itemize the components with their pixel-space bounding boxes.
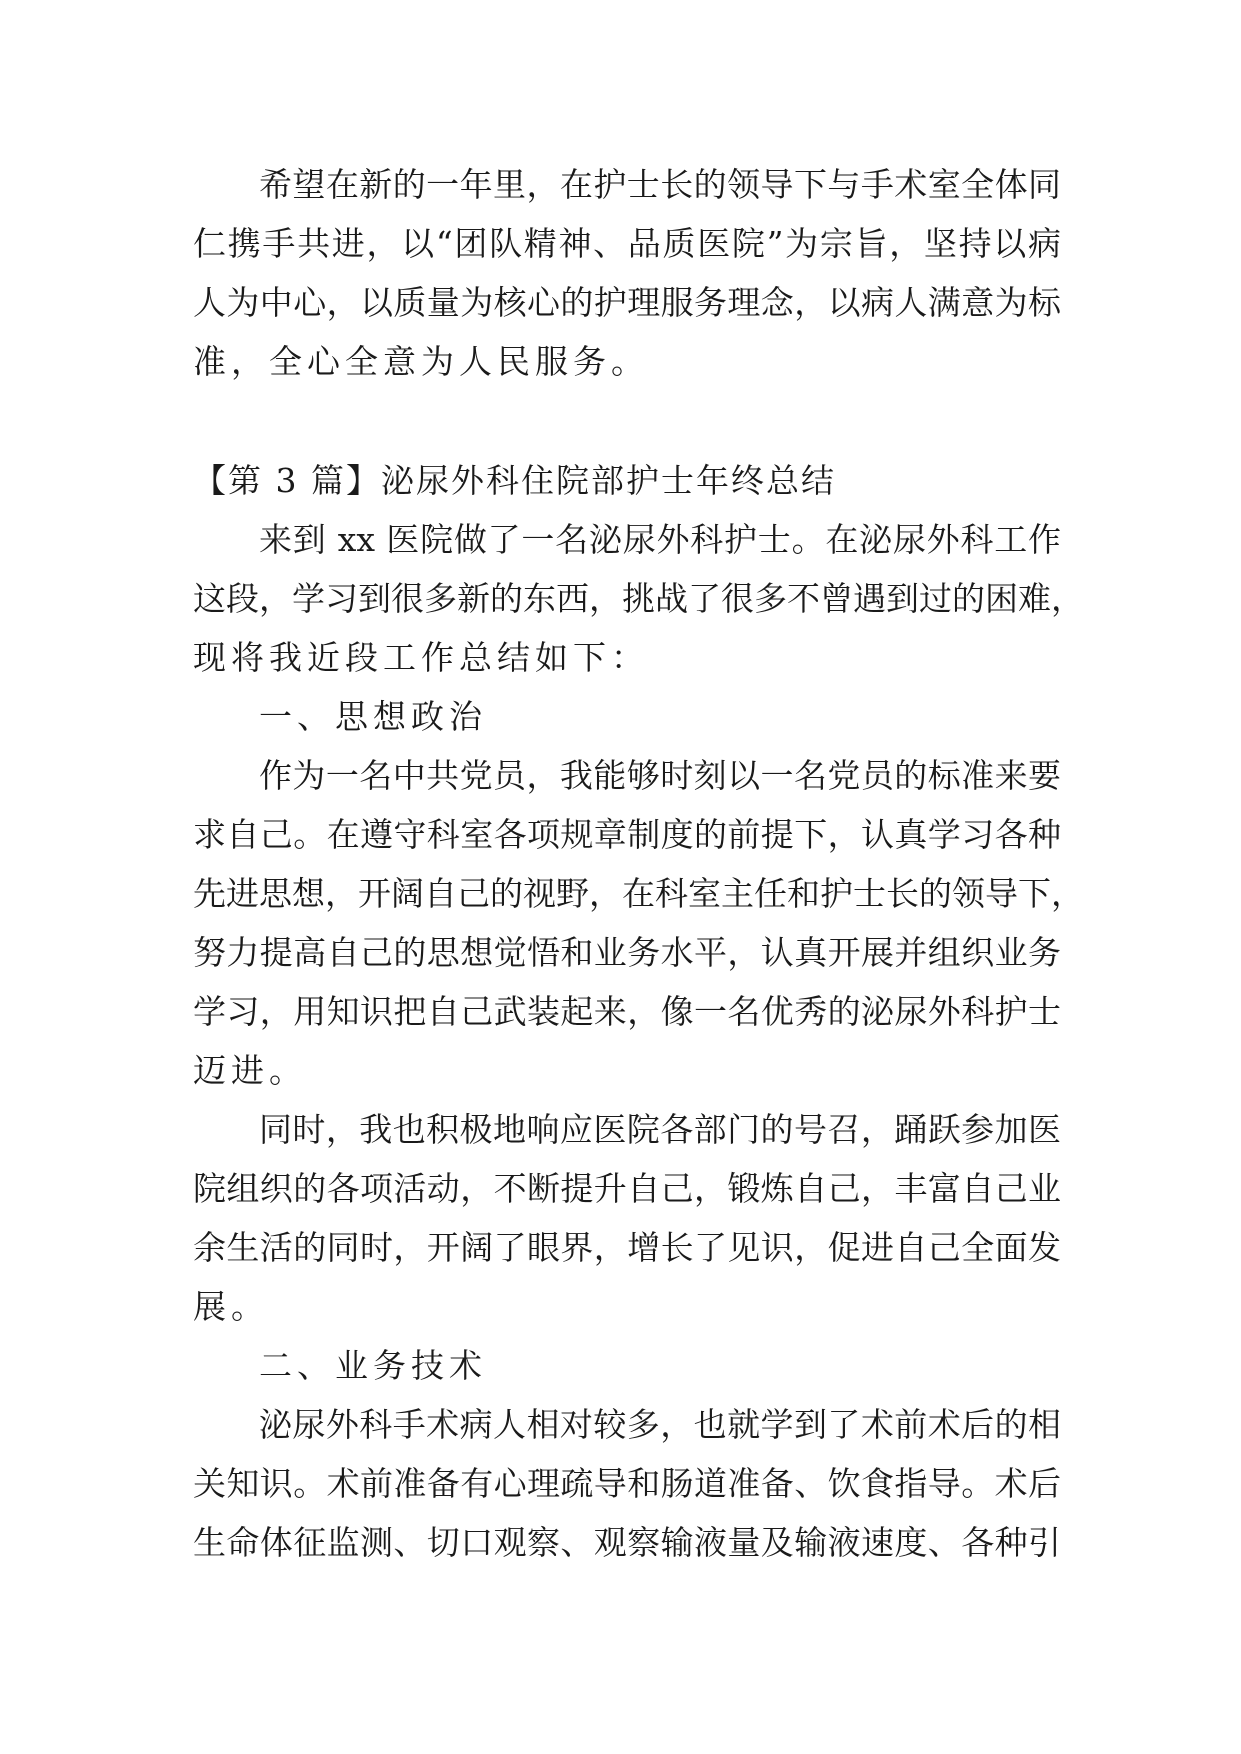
paragraph-line: 关知识。术前准备有心理疏导和肠道准备、饮食指导。术后 <box>193 1464 1061 1503</box>
document-body <box>193 155 1084 1572</box>
paragraph-line: 余生活的同时，开阔了眼界，增长了见识，促进自己全面发 <box>193 1228 1061 1267</box>
paragraph-line: 来到 xx 医院做了一名泌尿外科护士。在泌尿外科工作 <box>259 520 1061 559</box>
paragraph-line: 学习，用知识把自己武装起来，像一名优秀的泌尿外科护士 <box>193 992 1061 1031</box>
paragraph-closing <box>193 155 1061 391</box>
paragraph-line: 希望在新的一年里，在护士长的领导下与手术室全体同 <box>259 165 1061 204</box>
paragraph-gap <box>193 391 1061 451</box>
paragraph-line: 这段，学习到很多新的东西，挑战了很多不曾遇到过的困难， <box>193 579 1084 618</box>
paragraph-line: 作为一名中共党员，我能够时刻以一名党员的标准来要 <box>259 756 1061 795</box>
paragraph-line: 泌尿外科手术病人相对较多，也就学到了术前术后的相 <box>259 1405 1061 1444</box>
paragraph-line: 院组织的各项活动，不断提升自己，锻炼自己，丰富自己业 <box>193 1169 1061 1208</box>
heading-skills: 二、业务技术 <box>259 1346 487 1385</box>
heading-politics: 一、思想政治 <box>259 697 487 736</box>
paragraph-line: 准，全心全意为人民服务。 <box>193 342 649 381</box>
paragraph-line: 生命体征监测、切口观察、观察输液量及输液速度、各种引 <box>193 1523 1061 1562</box>
section-title: 【第 3 篇】泌尿外科住院部护士年终总结 <box>193 461 836 500</box>
paragraph-line: 仁携手共进，以“团队精神、品质医院”为宗旨，坚持以病 <box>193 224 1061 263</box>
paragraph-line: 人为中心，以质量为核心的护理服务理念，以病人满意为标 <box>193 283 1061 322</box>
paragraph-line: 先进思想，开阔自己的视野，在科室主任和护士长的领导下， <box>193 874 1084 913</box>
paragraph-line: 展。 <box>193 1287 269 1326</box>
paragraph-line: 同时，我也积极地响应医院各部门的号召，踊跃参加医 <box>259 1110 1061 1149</box>
paragraph-line: 现将我近段工作总结如下： <box>193 638 649 677</box>
paragraph-line: 求自己。在遵守科室各项规章制度的前提下，认真学习各种 <box>193 815 1061 854</box>
paragraph-line: 迈进。 <box>193 1051 307 1090</box>
paragraph-skills <box>193 1395 1061 1572</box>
paragraph-activities <box>193 1100 1061 1336</box>
paragraph-intro <box>193 510 1084 687</box>
paragraph-line: 努力提高自己的思想觉悟和业务水平，认真开展并组织业务 <box>193 933 1061 972</box>
paragraph-politics <box>193 746 1084 1100</box>
